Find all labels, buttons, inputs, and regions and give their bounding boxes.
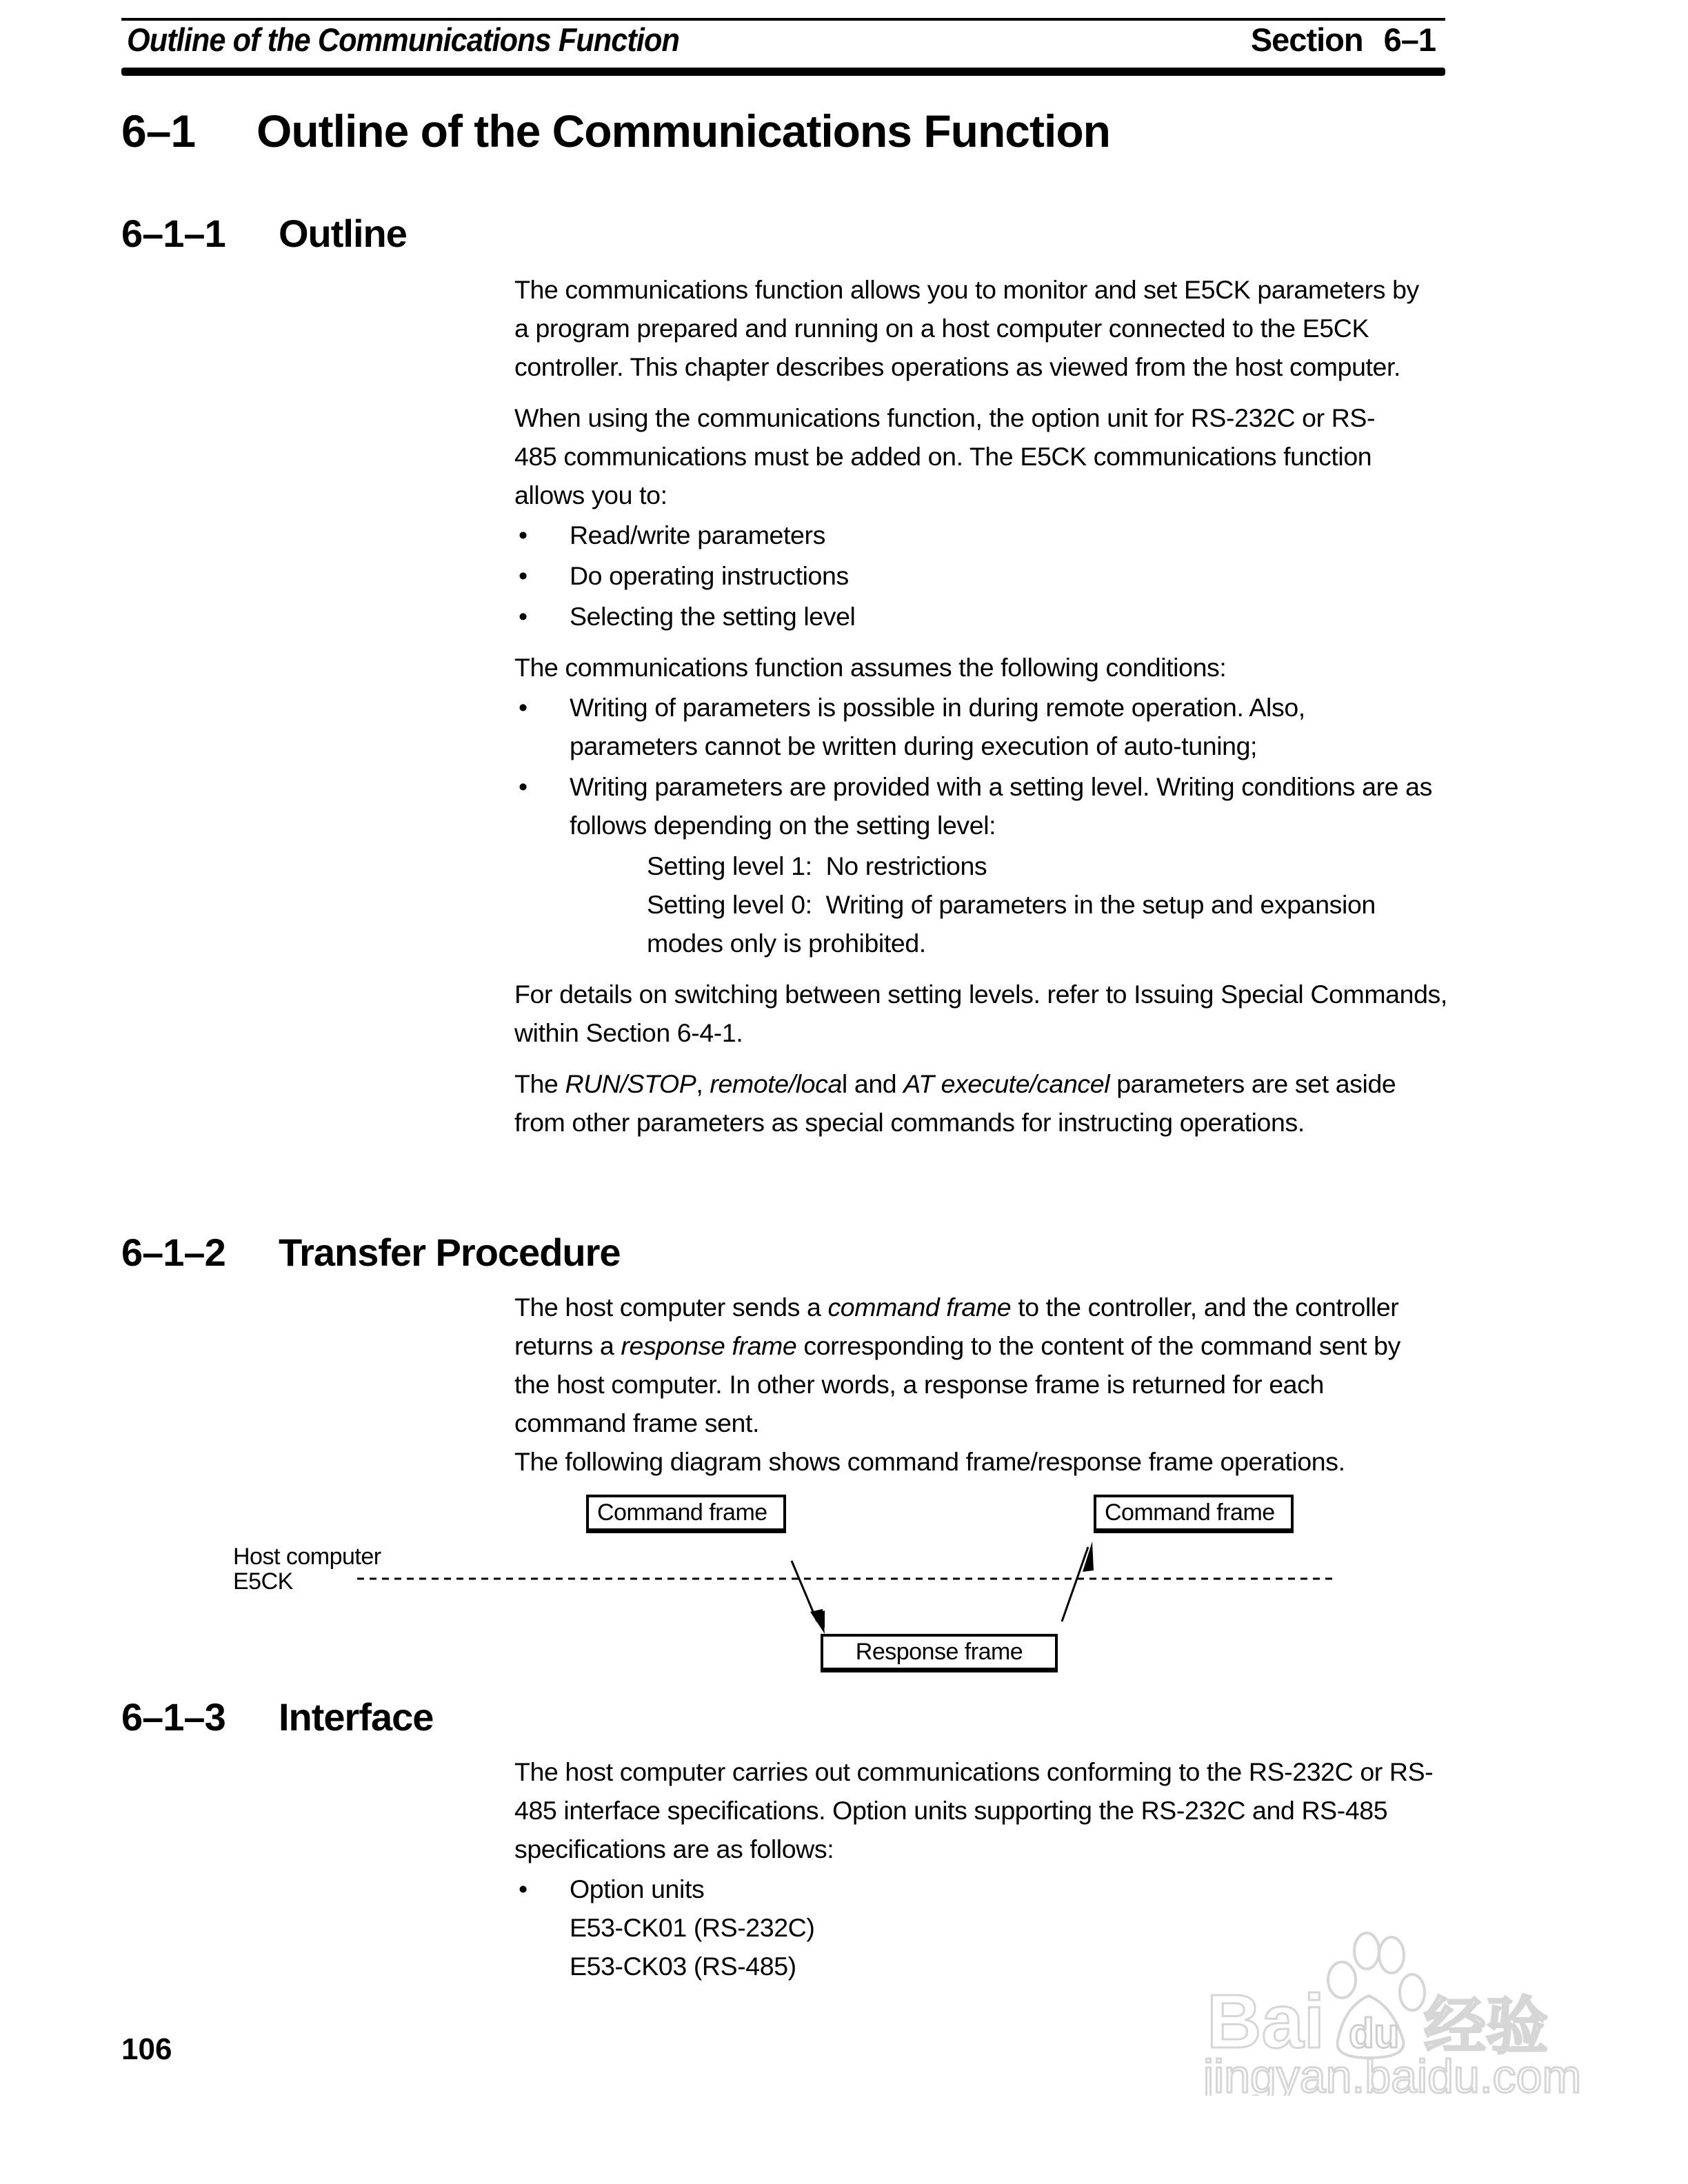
section-number: 6–1 <box>1383 21 1436 58</box>
details-paragraph: For details on switching between setting levels. refer to Issuing Special Commands, within Section 6-4-1. <box>514 980 1447 1047</box>
subsection-heading-transfer <box>121 1230 621 1275</box>
option-unit-rs232c: E53-CK01 (RS-232C) <box>570 1913 815 1942</box>
text: , <box>696 1069 710 1098</box>
capabilities-list <box>514 516 1459 636</box>
baidu-watermark <box>1186 1923 1586 2096</box>
subsection-number: 6–1–2 <box>121 1231 225 1274</box>
section-indicator <box>1251 21 1436 59</box>
subsection-title: Transfer Procedure <box>279 1231 621 1274</box>
subsection-heading-outline <box>121 211 407 256</box>
transfer-body <box>514 1288 1459 1481</box>
text: The host computer sends a <box>514 1293 828 1322</box>
run-stop-term: RUN/STOP <box>565 1069 696 1098</box>
subsection-number: 6–1–1 <box>121 212 225 255</box>
list-item: • Writing of parameters is possible in during remote operation. Also, parameters cannot be written during execution of auto-tuning; <box>514 688 1418 765</box>
interface-paragraph: The host computer carries out communications conforming to the RS-232C or RS-485 interface specifications. Option units supporting the RS-232C and RS-485 specifications are as follows: <box>514 1757 1434 1863</box>
option-units-label: • Option units <box>570 1874 705 1903</box>
arrowhead-up-icon <box>1083 1541 1094 1572</box>
option-unit-rs485: E53-CK03 (RS-485) <box>570 1952 796 1981</box>
e5ck-label: E5CK <box>233 1568 293 1595</box>
subsection-heading-interface <box>121 1695 433 1739</box>
arrow-response-to-command <box>1062 1547 1088 1621</box>
page-number: 106 <box>121 2032 172 2066</box>
at-execute-term: AT execute/cancel <box>903 1069 1110 1098</box>
subsection-title: Interface <box>279 1695 434 1739</box>
conditions-list <box>514 688 1459 845</box>
transfer-paragraph-2: The following diagram shows command frame/response frame operations. <box>514 1447 1345 1476</box>
baidu-paw-logo-icon <box>1186 1923 1586 2096</box>
svg-text:du <box>1349 2010 1399 2056</box>
text: and <box>847 1069 904 1098</box>
section-heading <box>121 105 1110 157</box>
outline-body <box>514 270 1459 1154</box>
command-frame-box-1: Command frame <box>586 1495 786 1533</box>
transfer-paragraph-1 <box>514 1288 1418 1442</box>
conditions-intro: The communications function assumes the following conditions: <box>514 653 1227 682</box>
text: The <box>514 1069 565 1098</box>
section-heading-title: Outline of the Communications Function <box>257 105 1110 156</box>
text: to the controller, and the controller returns a <box>514 1293 1399 1360</box>
subsection-number: 6–1–3 <box>121 1695 225 1739</box>
command-frame-term: command frame <box>827 1293 1012 1322</box>
header-bottom-rule <box>121 68 1445 76</box>
arrow-command-to-response <box>792 1561 817 1621</box>
response-frame-box: Response frame <box>821 1634 1058 1672</box>
list-item: • Do operating instructions <box>514 556 1459 595</box>
subsection-title: Outline <box>279 212 407 255</box>
special-commands-paragraph <box>514 1064 1452 1142</box>
setting-level-0: Setting level 0: Writing of parameters in the setup and expansion modes only is prohibited. <box>647 890 1383 958</box>
outline-paragraph-2: When using the communications function, the option unit for RS-232C or RS-485 communications must be added on. The E5CK communications function allows you to: <box>514 403 1376 509</box>
svg-text:jingyan.baidu.com <box>1202 2050 1581 2096</box>
outline-paragraph-1: The communications function allows you to monitor and set E5CK parameters by a program prepared and running on a host computer connected to the E5CK controller. This chapter describes operations as viewed from the host computer. <box>514 275 1419 381</box>
list-item: • Selecting the setting level <box>514 597 1459 636</box>
response-frame-term: response frame <box>621 1331 797 1360</box>
setting-level-1: Setting level 1: No restrictions <box>647 851 987 880</box>
section-label: Section <box>1250 21 1363 58</box>
arrowhead-down-icon <box>814 1610 825 1628</box>
list-item: • Read/write parameters <box>514 516 1459 554</box>
remote-local-term: remote/loca <box>710 1069 842 1098</box>
text: parameters are set aside from other parameters as special commands for instructing operations. <box>514 1069 1396 1137</box>
command-frame-box-2: Command frame <box>1094 1495 1294 1533</box>
host-computer-label: Host computer <box>233 1544 381 1570</box>
text: corresponding to the content of the command sent by the host computer. In other words, a response frame is returned for each command frame sent. <box>514 1331 1400 1437</box>
running-title: Outline of the Communications Function <box>127 21 679 58</box>
section-heading-number: 6–1 <box>121 105 196 156</box>
setting-levels <box>514 847 1459 962</box>
list-item: • Writing parameters are provided with a setting level. Writing conditions are as follows depending on the setting level: <box>514 767 1438 845</box>
text: l <box>841 1069 847 1098</box>
